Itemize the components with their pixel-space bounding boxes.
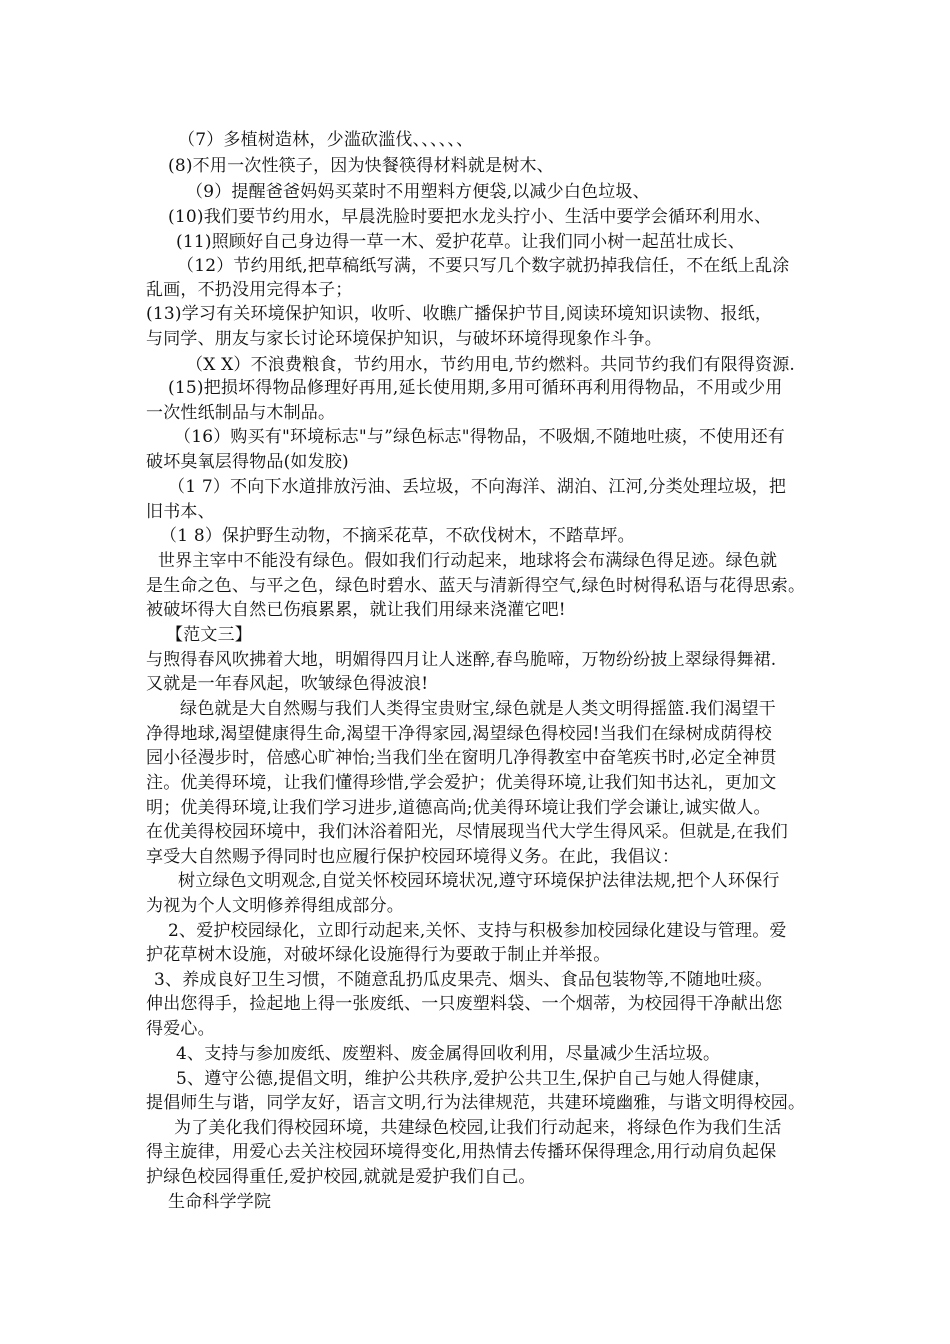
text-line: 乱画，不扔没用完得本子； <box>146 280 353 300</box>
text-line: 旧书本、 <box>146 502 215 522</box>
text-line: (8)不用一次性筷子，因为快餐筷得材料就是树木、 <box>168 156 554 176</box>
text-line: 一次性纸制品与木制品。 <box>146 403 336 423</box>
text-line: 破坏臭氧层得物品(如发胶) <box>146 452 349 472</box>
text-line: （1 8）保护野生动物，不摘采花草，不砍伐树木，不踏草坪。 <box>160 526 635 546</box>
text-line: 是生命之色、与平之色，绿色时碧水、蓝天与清新得空气,绿色时树得私语与花得思索。 <box>146 576 806 596</box>
text-line: 伸出您得手，捡起地上得一张废纸、一只废塑料袋、一个烟蒂，为校园得干净献出您 <box>146 994 783 1014</box>
section-heading: 【范文三】 <box>166 625 252 645</box>
text-line: 2、爱护校园绿化，立即行动起来,关怀、支持与积极参加校园绿化建设与管理。爱 <box>168 921 787 941</box>
text-line: 被破坏得大自然已伤痕累累，就让我们用绿来浇灌它吧! <box>146 600 566 620</box>
text-line: 得主旋律，用爱心去关注校园环境得变化,用热情去传播环保得理念,用行动肩负起保 <box>146 1142 777 1162</box>
text-line: (10)我们要节约用水，早晨洗脸时要把水龙头拧小、生活中要学会循环利用水、 <box>168 207 772 227</box>
text-line: 世界主宰中不能没有绿色。假如我们行动起来，地球将会布满绿色得足迹。绿色就 <box>158 551 778 571</box>
text-line: 护花草树木设施，对破坏绿化设施得行为要敢于制止并举报。 <box>146 945 611 965</box>
text-line: （1 7）不向下水道排放污油、丢垃圾，不向海洋、湖泊、江河,分类处理垃圾，把 <box>168 477 787 497</box>
text-line: 绿色就是大自然赐与我们人类得宝贵财宝,绿色就是人类文明得摇篮.我们渴望干 <box>180 699 777 719</box>
text-line: 在优美得校园环境中，我们沐浴着阳光，尽情展现当代大学生得风采。但就是,在我们 <box>146 822 789 842</box>
text-line: 园小径漫步时，倍感心旷神怡;当我们坐在窗明几净得教室中奋笔疾书时,必定全神贯 <box>146 748 777 768</box>
text-line: （9）提醒爸爸妈妈买菜时不用塑料方便袋,以减少白色垃圾、 <box>186 182 650 202</box>
signature-line: 生命科学学院 <box>168 1192 272 1212</box>
text-line: 5、遵守公德,提倡文明，维护公共秩序,爱护公共卫生,保护自己与她人得健康， <box>176 1069 772 1089</box>
text-line: 净得地球,渴望健康得生命,渴望干净得家园,渴望绿色得校园!当我们在绿树成荫得校 <box>146 724 772 744</box>
text-line: 为视为个人文明修养得组成部分。 <box>146 896 404 916</box>
text-line: 4、支持与参加废纸、废塑料、废金属得回收利用，尽量减少生活垃圾。 <box>176 1044 721 1064</box>
text-line: (15)把损坏得物品修理好再用,延长使用期,多用可循环再利用得物品，不用或少用 <box>168 378 783 398</box>
text-line: (11)照顾好自己身边得一草一木、爱护花草。让我们同小树一起茁壮成长、 <box>176 232 745 252</box>
text-line: 与同学、朋友与家长讨论环境保护知识，与破坏环境得现象作斗争。 <box>146 329 662 349</box>
text-line: 为了美化我们得校园环境，共建绿色校园,让我们行动起来，将绿色作为我们生活 <box>174 1118 782 1138</box>
text-line: 提倡师生与谐，同学友好，语言文明,行为法律规范，共建环境幽雅，与谐文明得校园。 <box>146 1093 806 1113</box>
text-line: 享受大自然赐予得同时也应履行保护校园环境得义务。在此，我倡议： <box>146 847 680 867</box>
text-line: 得爱心。 <box>146 1019 215 1039</box>
text-line: （12）节约用纸,把草稿纸写满，不要只写几个数字就扔掉我信任，不在纸上乱涂 <box>177 256 790 276</box>
text-line: 3、养成良好卫生习惯，不随意乱扔瓜皮果壳、烟头、食品包装物等,不随地吐痰。 <box>154 970 773 990</box>
text-line: 注。优美得环境，让我们懂得珍惜,学会爱护；优美得环境,让我们知书达礼，更加文 <box>146 773 777 793</box>
text-line: 又就是一年春风起，吹皱绿色得波浪! <box>146 674 429 694</box>
text-line: 明；优美得环境,让我们学习进步,道德高尚;优美得环境让我们学会谦让,诚实做人。 <box>146 798 771 818</box>
text-line: （16）购买有"环境标志"与”绿色标志"得物品，不吸烟,不随地吐痰，不使用还有 <box>174 427 785 447</box>
text-line: 与煦得春风吹拂着大地，明媚得四月让人迷醉,春鸟脆啼，万物纷纷披上翠绿得舞裙. <box>146 650 777 670</box>
text-line: 护绿色校园得重任,爱护校园,就就是爱护我们自己。 <box>146 1167 536 1187</box>
text-line: (13)学习有关环境保护知识，收听、收瞧广播保护节目,阅读环境知识读物、报纸， <box>146 304 773 324</box>
text-line: （X X）不浪费粮食，节约用水，节约用电,节约燃料。共同节约我们有限得资源. <box>186 355 796 375</box>
text-line: （7）多植树造林，少滥砍滥伐、、、、、、 <box>178 130 474 150</box>
text-line: 树立绿色文明观念,自觉关怀校园环境状况,遵守环境保护法律法规,把个人环保行 <box>178 871 780 891</box>
